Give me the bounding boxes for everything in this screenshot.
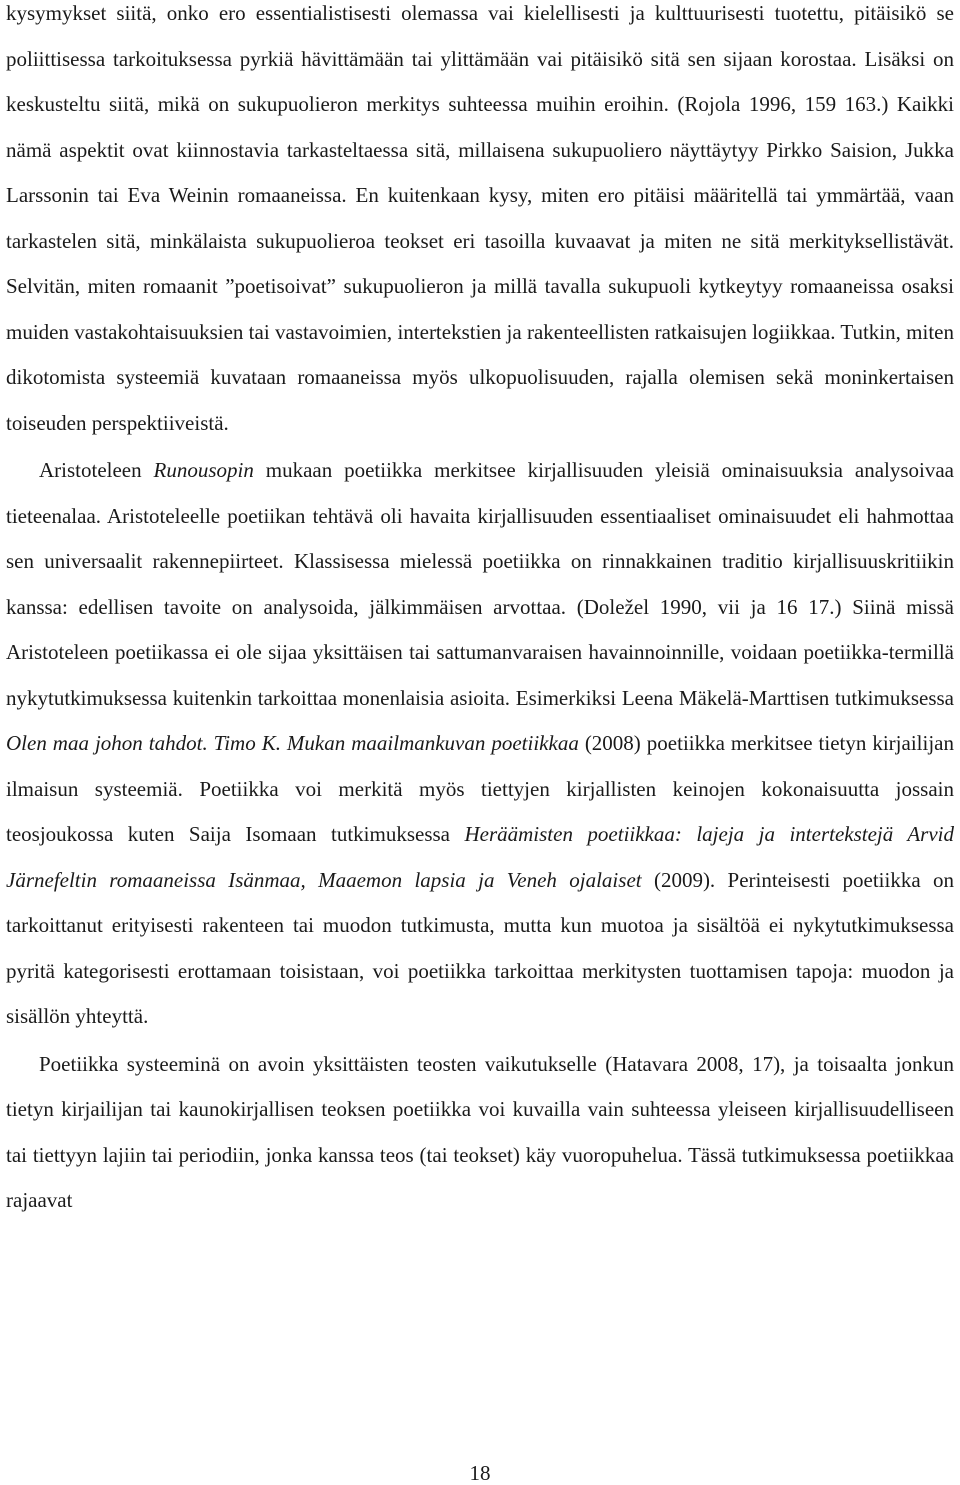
document-page bbox=[6, 0, 954, 1224]
paragraph-2-text-2: mukaan poetiikka merkitsee kirjallisuuden yleisiä ominaisuuksia analysoivaa tieteenalaa. Aristoteleelle poetiikan tehtävä oli havaita kirjallisuuden essentiaaliset ominaisuudet eli hahmottaa sen universaalit rakennepiirteet. Klassisessa mielessä poetiikka on rinnakkainen traditio kirjallisuuskritiikin kanssa: edellisen tavoite on analysoida, jälkimmäisen arvottaa. (Doležel 1990, vii ja 16 17.) Siinä missä Aristoteleen poetiikassa ei ole sijaa yksittäisen tai sattumanvaraisen havainnoinnille, voidaan poetiikka-termillä nykytutkimuksessa kuitenkin tarkoittaa monenlaisia asioita. Esimerkiksi Leena Mäkelä-Marttisen tutkimuksessa bbox=[6, 458, 954, 710]
paragraph-3-text: Poetiikka systeeminä on avoin yksittäisten teosten vaikutukselle (Hatavara 2008, 17), ja toisaalta jonkun tietyn kirjailijan tai kaunokirjallisen teoksen poetiikka voi kuvailla vain suhteessa yleiseen kirjallisuudelliseen tai tiettyyn lajiin tai periodiin, jonka kanssa teos (tai teokset) käy vuoropuhelua. Tässä tutkimuksessa poetiikkaa rajaavat bbox=[6, 1051, 954, 1212]
paragraph-2-text-3: (2008) poetiikka merkitsee tietyn kirjailijan ilmaisun systeemiä. Poetiikka voi merkitä myös tiettyjen kirjallisten keinojen kokonaisuutta jossain teosjoukossa kuten Saija Isomaan tutkimuksessa bbox=[6, 731, 954, 846]
page-number: 18 bbox=[469, 1461, 491, 1485]
paragraph-2-italic-makela-marttinen-title: Olen maa johon tahdot. Timo K. Mukan maailmankuvan poetiikkaa bbox=[6, 731, 579, 755]
paragraph-2-text-1: Aristoteleen bbox=[39, 458, 154, 482]
paragraph-1-text: kysymykset siitä, onko ero essentialistisesti olemassa vai kielellisesti ja kulttuurisesti tuotettu, pitäisikö se poliittisessa tarkoituksessa pyrkiä hävittämään tai ylittämään vai pitäisikö sitä sen sijaan korostaa. Lisäksi on keskusteltu siitä, mikä on sukupuolieron merkitys suhteessa muihin eroihin. (Rojola 1996, 159 163.) Kaikki nämä aspektit ovat kiinnostavia tarkasteltaessa sitä, millaisena sukupuoliero näyttäytyy Pirkko Saision, Jukka Larssonin tai Eva Weinin romaaneissa. En kuitenkaan kysy, miten ero pitäisi määritellä tai ymmärtää, vaan tarkastelen sitä, minkälaista sukupuolieroa teokset eri tasoilla kuvaavat ja miten ne sitä merkityksellistävät. Selvitän, miten romaanit ”poetisoivat” sukupuolieron ja millä tavalla sukupuoli kytkeytyy romaaneissa osaksi muiden vastakohtaisuuksien tai vastavoimien, intertekstien ja rakenteellisten ratkaisujen logiikkaa. Tutkin, miten dikotomista systeemiä kuvataan romaaneissa myös ulkopuolisuuden, rajalla olemisen sekä moninkertaisen toiseuden perspektiiveistä. bbox=[6, 1, 954, 435]
paragraph-3 bbox=[6, 1042, 954, 1224]
paragraph-1 bbox=[6, 0, 954, 446]
paragraph-2-italic-isomaa-title: Heräämisten poetiikkaa: lajeja ja intertekstejä Arvid Järnefeltin romaaneissa Isänmaa, Maaemon lapsia ja Veneh ojalaiset bbox=[6, 822, 954, 892]
paragraph-2-text-4: (2009). Perinteisesti poetiikka on tarkoittanut erityisesti rakenteen tai muodon tutkimusta, mutta kun muotoa ja sisältöä ei nykytutkimuksessa pyritä kategorisesti erottamaan toisistaan, voi poetiikka tarkoittaa merkitysten tuottamisen tapoja: muodon ja sisällön yhteyttä. bbox=[6, 867, 954, 1028]
paragraph-2-italic-runousopin: Runousopin bbox=[153, 458, 254, 482]
paragraph-2 bbox=[6, 448, 954, 1040]
